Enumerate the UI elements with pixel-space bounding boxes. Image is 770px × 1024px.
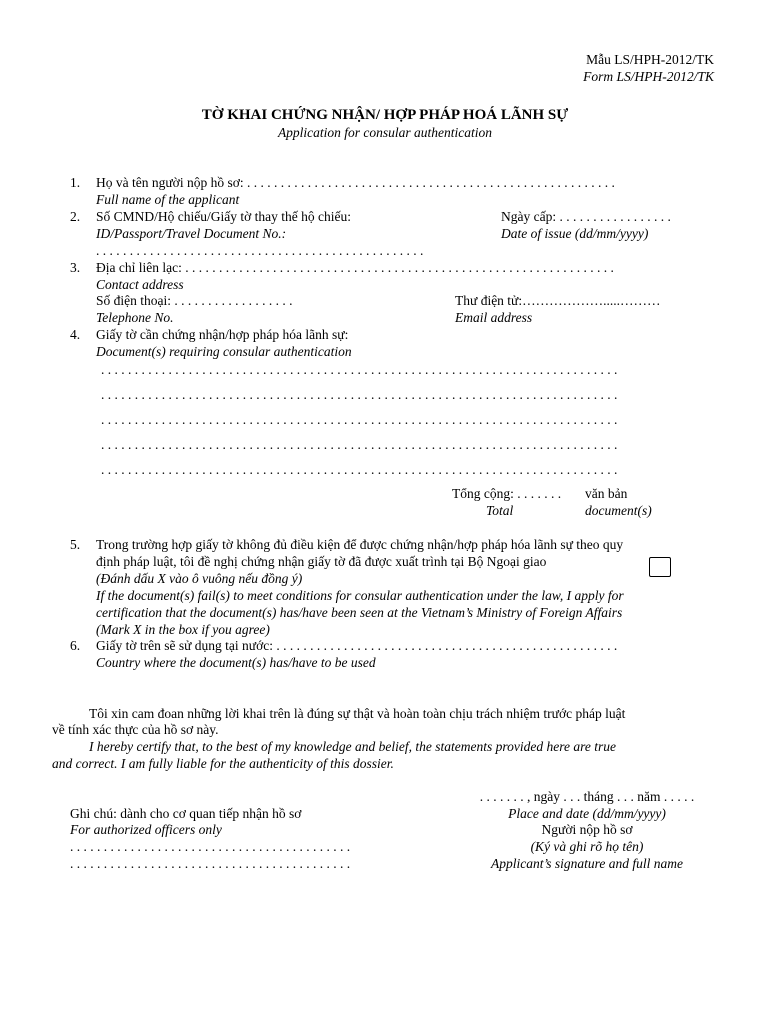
id-label-vi: Số CMND/Hộ chiếu/Giấy tờ thay thế hộ chiếu: [96, 209, 351, 224]
date-of-issue-field[interactable]: Ngày cấp: . . . . . . . . . . . . . . . . . [501, 209, 671, 224]
applicant-label-vi: Người nộp hồ sơ [541, 822, 633, 837]
total-unit-en: document(s) [585, 503, 652, 518]
place-date-field[interactable]: . . . . . . . , ngày . . . tháng . . . năm . . . . . [479, 789, 695, 804]
item-5-mark-en: (Mark X in the box if you agree) [96, 622, 270, 637]
item-5-text-vi-1: Trong trường hợp giấy tờ không đủ điều kiện để được chứng nhận/hợp pháp hóa lãnh sự theo quy [96, 537, 624, 552]
signature-label-vi: (Ký và ghi rõ họ tên) [530, 839, 644, 854]
country-label-en: Country where the document(s) has/have to be used [96, 655, 376, 670]
contact-address-label-en: Contact address [96, 277, 184, 292]
page-title: TỜ KHAI CHỨNG NHẬN/ HỢP PHÁP HOÁ LÃNH SỰ [201, 107, 569, 123]
note-label-vi: Ghi chú: dành cho cơ quan tiếp nhận hồ sơ [70, 806, 302, 821]
declaration-en-2: and correct. I am fully liable for the authenticity of this dossier. [52, 756, 394, 771]
contact-address-field[interactable]: Địa chỉ liên lạc: . . . . . . . . . . . . . . . . . . . . . . . . . . . . . . . . . . . . . . . . . . . . . . . . . . . . . . . . . . . . . . . . [96, 260, 614, 275]
full-name-field[interactable]: Họ và tên người nộp hồ sơ: . . . . . . . . . . . . . . . . . . . . . . . . . . . . . . . . . . . . . . . . . . . . . . . . . . . . . . . [96, 175, 615, 190]
id-label-en: ID/Passport/Travel Document No.: [96, 226, 287, 241]
form-code-vi: Mẫu LS/HPH-2012/TK [586, 52, 714, 67]
page-subtitle: Application for consular authentication [277, 125, 493, 140]
email-field[interactable]: Thư điện tử:……………….....……… [455, 293, 661, 308]
telephone-field[interactable]: Số điện thoại: . . . . . . . . . . . . . . . . . . [96, 293, 293, 308]
declaration-en-1: I hereby certify that, to the best of my knowledge and belief, the statements provided here are true [89, 739, 616, 754]
note-line-1[interactable]: . . . . . . . . . . . . . . . . . . . . . . . . . . . . . . . . . . . . . . . . . . [70, 839, 351, 854]
form-code-en: Form LS/HPH-2012/TK [583, 69, 714, 84]
declaration-vi-2: về tính xác thực của hồ sơ này. [52, 722, 219, 737]
documents-line-2[interactable]: . . . . . . . . . . . . . . . . . . . . . . . . . . . . . . . . . . . . . . . . . . . . . . . . . . . . . . . . . . . . . . . . . . . . . . . . . . . . . [101, 387, 618, 402]
telephone-label-en: Telephone No. [96, 310, 174, 325]
agree-checkbox[interactable] [649, 557, 671, 577]
declaration-vi-1: Tôi xin cam đoan những lời khai trên là đúng sự thật và hoàn toàn chịu trách nhiệm trước pháp luật [89, 706, 626, 721]
total-unit-vi: văn bản [585, 486, 628, 501]
documents-label-en: Document(s) requiring consular authentication [96, 344, 352, 359]
item-3-number: 3. [70, 260, 81, 275]
documents-line-3[interactable]: . . . . . . . . . . . . . . . . . . . . . . . . . . . . . . . . . . . . . . . . . . . . . . . . . . . . . . . . . . . . . . . . . . . . . . . . . . . . . [101, 412, 618, 427]
signature-label-en: Applicant’s signature and full name [491, 856, 683, 871]
note-label-en: For authorized officers only [70, 822, 222, 837]
note-line-2[interactable]: . . . . . . . . . . . . . . . . . . . . . . . . . . . . . . . . . . . . . . . . . . [70, 856, 351, 871]
documents-line-5[interactable]: . . . . . . . . . . . . . . . . . . . . . . . . . . . . . . . . . . . . . . . . . . . . . . . . . . . . . . . . . . . . . . . . . . . . . . . . . . . . . [101, 462, 618, 477]
total-field[interactable]: Tổng cộng: . . . . . . . [452, 486, 562, 501]
total-label-en: Total [486, 503, 514, 518]
country-field[interactable]: Giấy tờ trên sẽ sử dụng tại nước: . . . . . . . . . . . . . . . . . . . . . . . . . . . . . . . . . . . . . . . . . . . . . . . . . . . [96, 638, 618, 653]
place-date-label-en: Place and date (dd/mm/yyyy) [508, 806, 666, 821]
documents-line-1[interactable]: . . . . . . . . . . . . . . . . . . . . . . . . . . . . . . . . . . . . . . . . . . . . . . . . . . . . . . . . . . . . . . . . . . . . . . . . . . . . . [101, 362, 618, 377]
full-name-label-en: Full name of the applicant [96, 192, 240, 207]
id-number-field[interactable]: . . . . . . . . . . . . . . . . . . . . . . . . . . . . . . . . . . . . . . . . . . . . . . . . . [96, 243, 424, 258]
documents-line-4[interactable]: . . . . . . . . . . . . . . . . . . . . . . . . . . . . . . . . . . . . . . . . . . . . . . . . . . . . . . . . . . . . . . . . . . . . . . . . . . . . . [101, 437, 618, 452]
item-4-number: 4. [70, 327, 81, 342]
item-5-text-vi-2: định pháp luật, tôi đề nghị chứng nhận giấy tờ đã được xuất trình tại Bộ Ngoại giao [96, 554, 547, 569]
item-5-mark-vi: (Đánh dấu X vào ô vuông nếu đồng ý) [96, 571, 303, 586]
email-label-en: Email address [455, 310, 533, 325]
item-5-text-en-2: certification that the document(s) has/have been seen at the Vietnam’s Ministry of Foreign Affairs [96, 605, 623, 620]
documents-label-vi: Giấy tờ cần chứng nhận/hợp pháp hóa lãnh sự: [96, 327, 349, 342]
item-5-number: 5. [70, 537, 81, 552]
item-6-number: 6. [70, 638, 81, 653]
item-1-number: 1. [70, 175, 81, 190]
item-5-text-en-1: If the document(s) fail(s) to meet conditions for consular authentication under the law, I apply for [96, 588, 624, 603]
item-2-number: 2. [70, 209, 81, 224]
date-of-issue-label-en: Date of issue (dd/mm/yyyy) [501, 226, 649, 241]
